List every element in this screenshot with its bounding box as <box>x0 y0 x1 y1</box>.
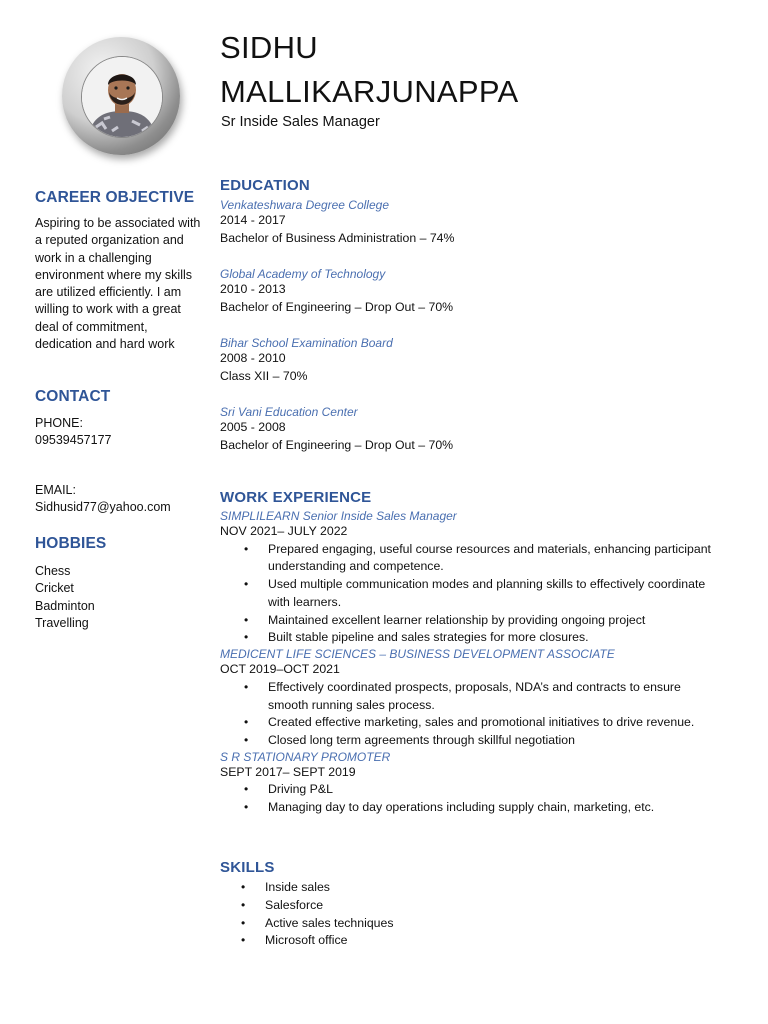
job-period: NOV 2021– JULY 2022 <box>220 524 348 538</box>
objective-line: environment where my skills <box>35 267 192 282</box>
job-entry <box>220 647 750 750</box>
person-portrait-icon <box>82 57 162 137</box>
objective-line: dedication and hard work <box>35 337 175 352</box>
objective-line: a reputed organization and <box>35 233 184 248</box>
skill-item: • Active sales techniques <box>220 915 620 933</box>
education-years: 2010 - 2013 <box>220 282 286 296</box>
name-line-2: MALLIKARJUNAPPA <box>220 74 519 109</box>
institution-name: Bihar School Examination Board <box>220 336 393 350</box>
skills-heading: SKILLS <box>220 859 275 876</box>
education-years: 2005 - 2008 <box>220 420 286 434</box>
name-line-1: SIDHU <box>220 30 318 65</box>
job-bullet: • Driving P&L <box>220 781 750 799</box>
institution-name: Global Academy of Technology <box>220 267 386 281</box>
institution-name: Venkateshwara Degree College <box>220 198 389 212</box>
job-role: SIMPLILEARN Senior Inside Sales Manager <box>220 509 457 523</box>
job-title: Sr Inside Sales Manager <box>221 114 380 130</box>
work-experience-section <box>220 489 750 817</box>
contact-section <box>35 388 207 516</box>
job-bullet: • Prepared engaging, useful course resources and materials, enhancing participant understanding and competence. <box>220 541 750 577</box>
career-objective-section <box>35 189 207 353</box>
career-objective-heading: CAREER OBJECTIVE <box>35 189 195 206</box>
education-detail: Bachelor of Engineering – Drop Out – 70% <box>220 299 454 314</box>
hobbies-section <box>35 535 207 632</box>
job-period: SEPT 2017– SEPT 2019 <box>220 764 356 779</box>
email-address[interactable]: Sidhusid77@yahoo.com <box>35 499 171 514</box>
objective-line: Aspiring to be associated with <box>35 216 201 230</box>
objective-line: deal of commitment, <box>35 319 148 334</box>
education-entry <box>220 336 740 385</box>
education-years: 2008 - 2010 <box>220 351 286 365</box>
hobby-item: Cricket <box>35 581 74 596</box>
job-role: MEDICENT LIFE SCIENCES – BUSINESS DEVELOPMENT ASSOCIATE <box>220 647 615 662</box>
avatar <box>81 56 163 138</box>
education-entry <box>220 405 740 454</box>
profile-photo <box>62 37 180 155</box>
education-heading: EDUCATION <box>220 177 310 194</box>
objective-line: work in a challenging <box>35 250 152 265</box>
job-bullet: • Closed long term agreements through skillful negotiation <box>220 732 750 750</box>
phone-label: PHONE: <box>35 416 83 430</box>
photo-frame <box>62 37 180 155</box>
education-entry <box>220 198 740 247</box>
skill-item: • Salesforce <box>220 897 620 915</box>
email-label: EMAIL: <box>35 482 76 497</box>
contact-heading: CONTACT <box>35 388 111 405</box>
skill-item: • Microsoft office <box>220 932 620 950</box>
education-detail: Class XII – 70% <box>220 368 308 383</box>
education-section <box>220 177 740 454</box>
job-role: S R STATIONARY PROMOTER <box>220 749 391 764</box>
hobbies-heading: HOBBIES <box>35 535 107 552</box>
skills-list <box>220 879 620 950</box>
job-bullet: • Built stable pipeline and sales strategies for more closures. <box>220 629 750 647</box>
job-entry <box>220 750 750 817</box>
job-entry <box>220 509 750 647</box>
job-bullet: • Effectively coordinated prospects, proposals, NDA’s and contracts to ensure smooth running sales process. <box>220 679 750 715</box>
skill-item: • Inside sales <box>220 879 620 897</box>
objective-line: willing to work with a great <box>35 302 181 317</box>
job-period: OCT 2019–OCT 2021 <box>220 662 340 677</box>
hobby-item: Chess <box>35 564 71 578</box>
education-detail: Bachelor of Engineering – Drop Out – 70% <box>220 437 454 452</box>
hobby-item: Badminton <box>35 598 95 613</box>
job-bullets <box>220 541 750 648</box>
hobby-item: Travelling <box>35 615 89 630</box>
job-bullet: • Used multiple communication modes and planning skills to effectively coordinate with learners. <box>220 576 750 612</box>
phone-number[interactable]: 09539457177 <box>35 433 112 448</box>
work-experience-heading: WORK EXPERIENCE <box>220 489 372 506</box>
objective-line: are utilized efficiently. I am <box>35 285 182 300</box>
skills-section <box>220 859 620 950</box>
job-bullet: • Maintained excellent learner relationship by providing ongoing project <box>220 612 750 630</box>
education-years: 2014 - 2017 <box>220 213 286 227</box>
candidate-name <box>220 26 519 114</box>
education-detail: Bachelor of Business Administration – 74% <box>220 230 455 245</box>
job-bullet: • Managing day to day operations including supply chain, marketing, etc. <box>220 799 750 817</box>
education-entry <box>220 267 740 316</box>
job-bullets <box>220 679 750 750</box>
job-bullet: • Created effective marketing, sales and promotional initiatives to drive revenue. <box>220 714 750 732</box>
job-bullets <box>220 781 750 817</box>
institution-name: Sri Vani Education Center <box>220 405 358 419</box>
